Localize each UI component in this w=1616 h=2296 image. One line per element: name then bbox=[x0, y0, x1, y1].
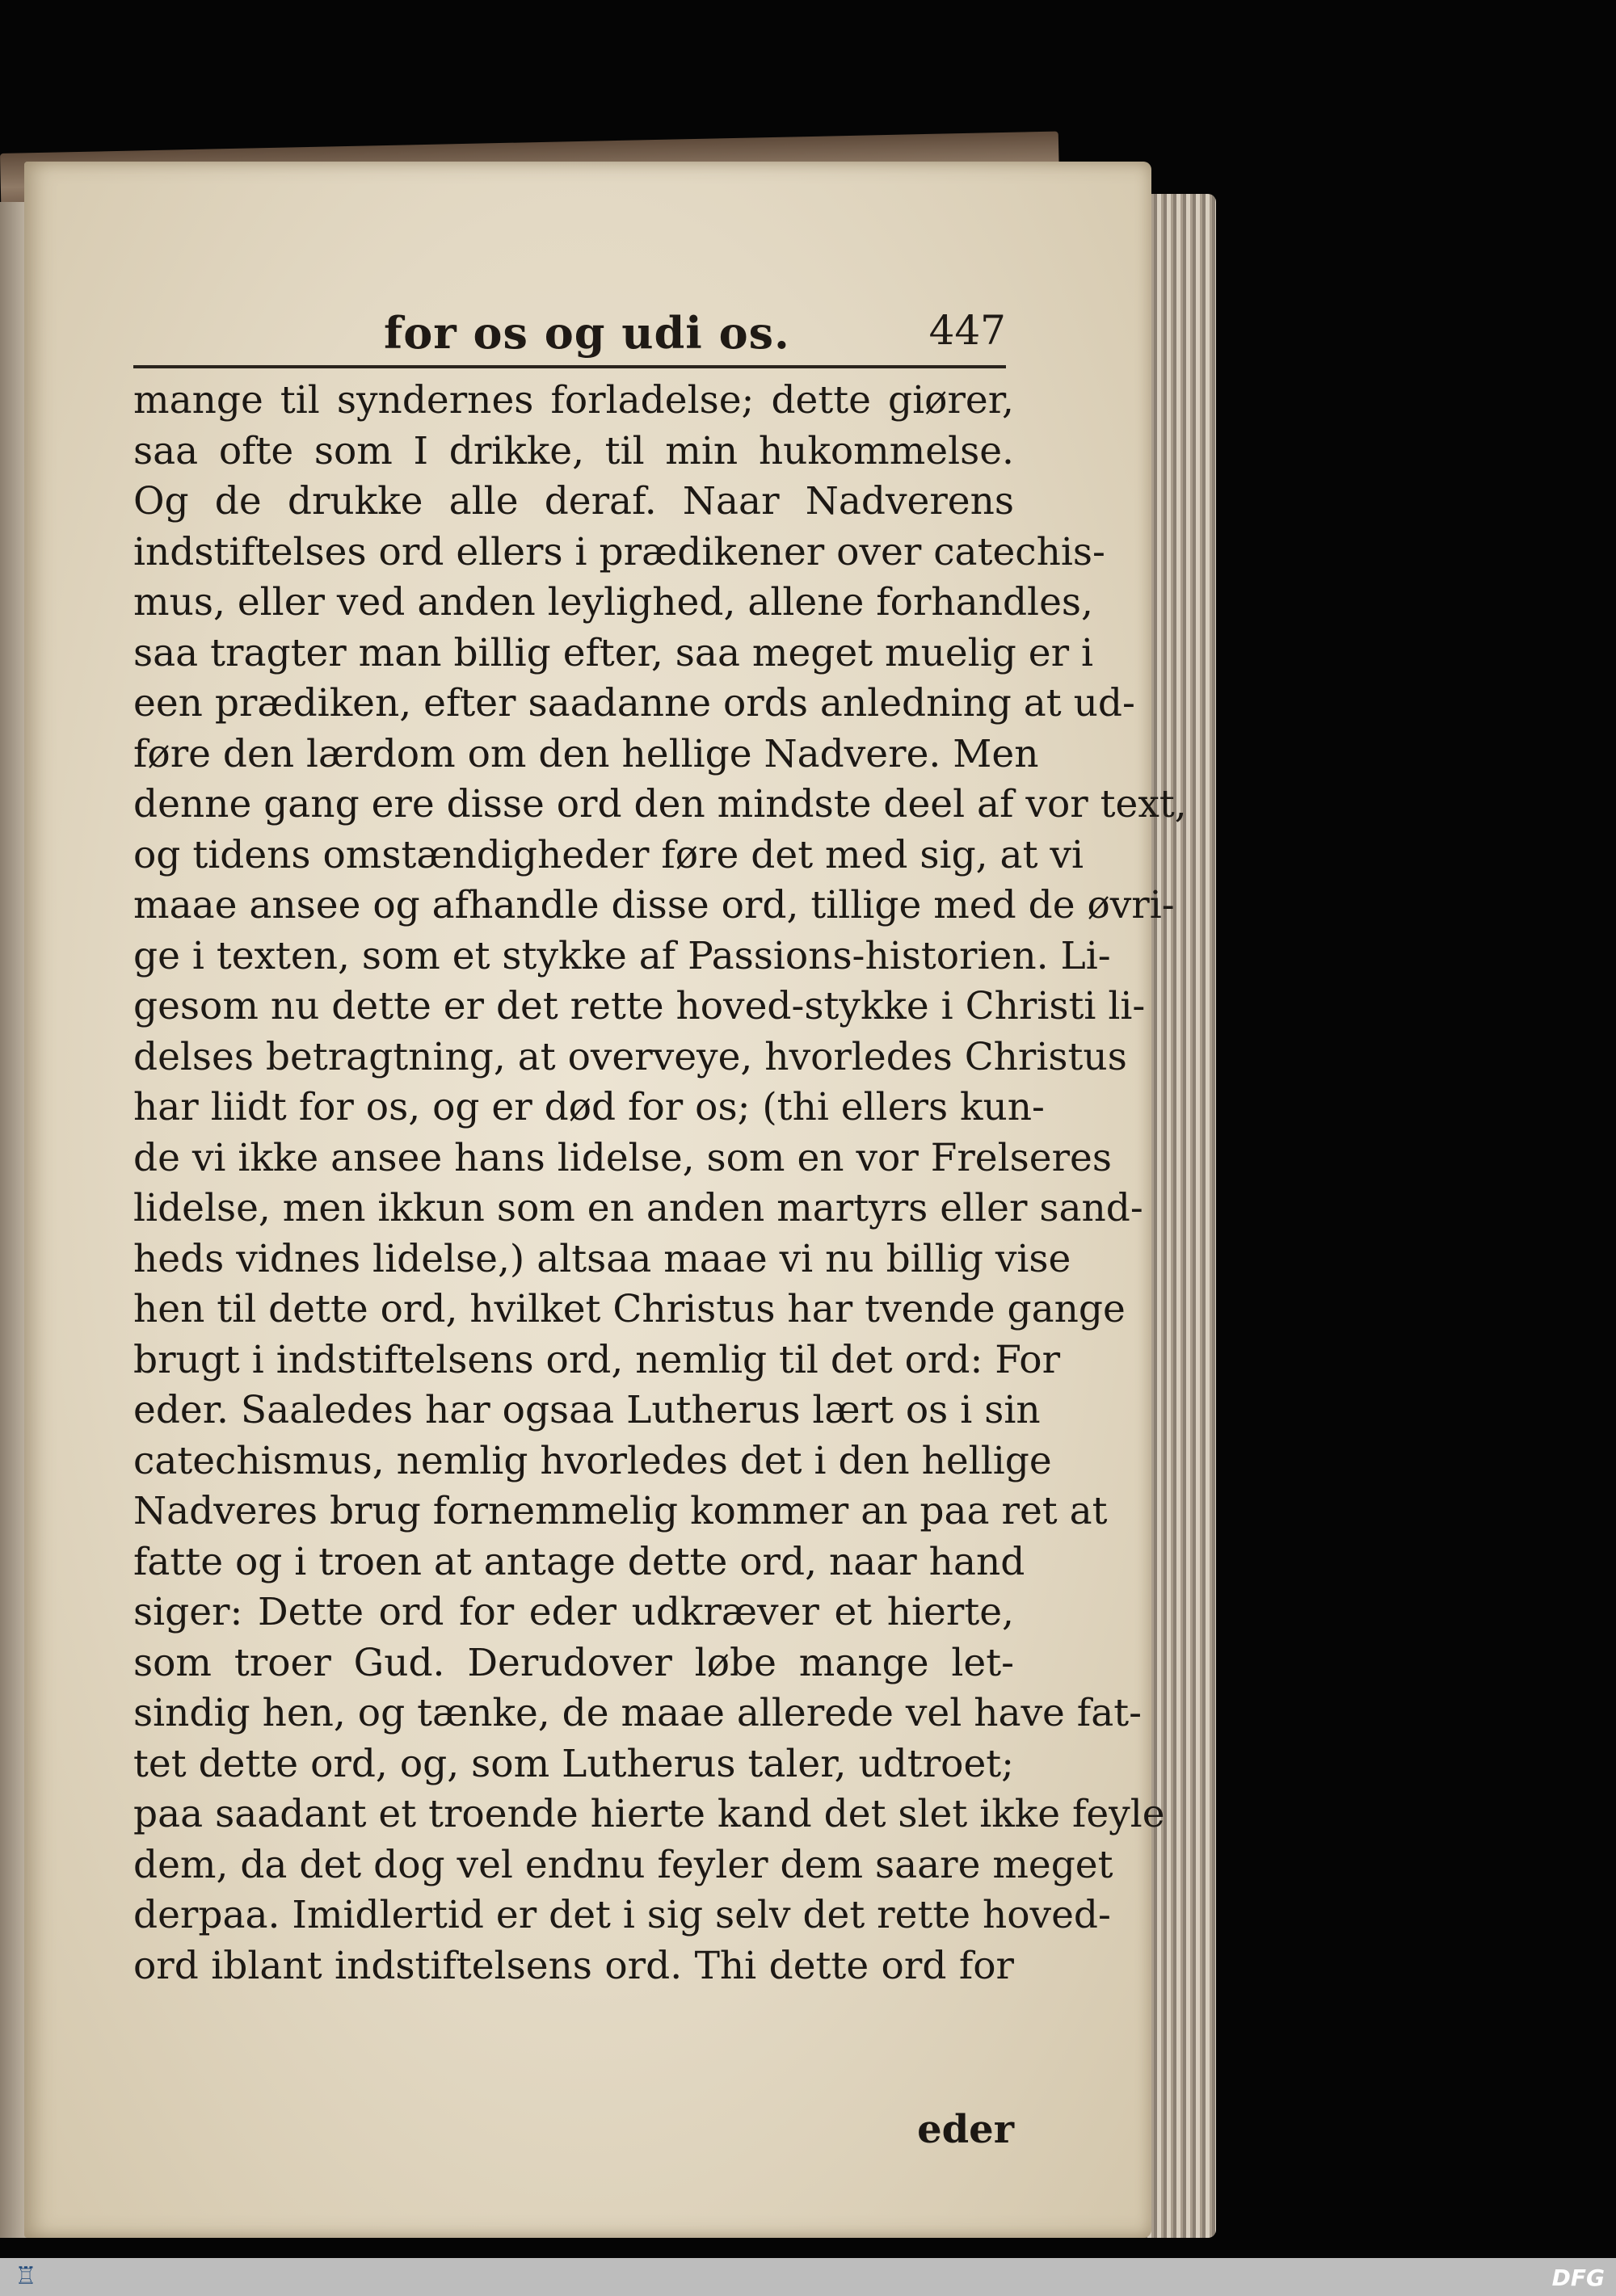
text-line: har liidt for os, og er død for os; (thi ellers kun- bbox=[133, 1085, 1045, 1129]
library-logo-icon: ♖ bbox=[15, 2262, 37, 2290]
catchword: eder bbox=[917, 2107, 1014, 2152]
text-line: saa tragter man billig efter, saa meget muelig er i bbox=[133, 630, 1094, 675]
text-line: Nadveres brug fornemmelig kommer an paa ret at bbox=[133, 1489, 1108, 1533]
text-line: maae ansee og afhandle disse ord, tillige med de øvri- bbox=[133, 883, 1175, 927]
text-line: Og de drukke alle deraf. Naar Nadverens bbox=[133, 479, 1014, 524]
text-line: gesom nu dette er det rette hoved-stykke i Christi li- bbox=[133, 984, 1146, 1028]
text-line: eder. Saaledes har ogsaa Lutherus lært os i sin bbox=[133, 1388, 1041, 1432]
text-line: denne gang ere disse ord den mindste deel af vor text, bbox=[133, 782, 1187, 826]
text-line: brugt i indstiftelsens ord, nemlig til det ord: For bbox=[133, 1337, 1061, 1382]
page-header bbox=[133, 307, 1006, 372]
text-line: lidelse, men ikkun som en anden martyrs eller sand- bbox=[133, 1186, 1143, 1230]
text-line: hen til dette ord, hvilket Christus har tvende gange bbox=[133, 1287, 1126, 1331]
text-line: dem, da det dog vel endnu feyler dem saare meget bbox=[133, 1842, 1113, 1887]
text-line: fatte og i troen at antage dette ord, naar hand bbox=[133, 1539, 1025, 1584]
text-line: indstiftelses ord ellers i prædikener over catechis- bbox=[133, 529, 1105, 574]
viewer-footer-bar bbox=[0, 2258, 1616, 2296]
text-line: een prædiken, efter saadanne ords anledning at ud- bbox=[133, 681, 1135, 725]
text-line: som troer Gud. Derudover løbe mange let- bbox=[133, 1640, 1014, 1685]
text-line: catechismus, nemlig hvorledes det i den hellige bbox=[133, 1438, 1052, 1483]
body-text bbox=[133, 376, 1187, 2152]
text-line: saa ofte som I drikke, til min hukommelse. bbox=[133, 428, 1014, 473]
text-line: tet dette ord, og, som Lutherus taler, udtroet; bbox=[133, 1741, 1014, 1786]
text-line: ge i texten, som et stykke af Passions-historien. Li- bbox=[133, 933, 1111, 978]
text-line: delses betragtning, at overveye, hvorledes Christus bbox=[133, 1034, 1127, 1079]
text-line: sindig hen, og tænke, de maae allerede vel have fat- bbox=[133, 1691, 1142, 1735]
text-line: de vi ikke ansee hans lidelse, som en vor Frelseres bbox=[133, 1135, 1112, 1180]
text-line: siger: Dette ord for eder udkræver et hierte, bbox=[133, 1590, 1014, 1634]
book-page bbox=[24, 162, 1187, 2238]
running-title: for os og udi os. bbox=[384, 307, 790, 359]
dfg-logo: DFG bbox=[1551, 2264, 1605, 2291]
page-number: 447 bbox=[928, 307, 1006, 354]
text-line: mange til syndernes forladelse; dette giører, bbox=[133, 378, 1014, 423]
header-rule bbox=[133, 365, 1006, 368]
text-line: derpaa. Imidlertid er det i sig selv det rette hoved- bbox=[133, 1893, 1111, 1937]
text-line: og tidens omstændigheder føre det med sig, at vi bbox=[133, 832, 1084, 877]
book bbox=[0, 129, 1228, 2197]
text-line: mus, eller ved anden leylighed, allene forhandles, bbox=[133, 580, 1093, 624]
text-line: ord iblant indstiftelsens ord. Thi dette ord for bbox=[133, 1943, 1014, 1988]
text-line: heds vidnes lidelse,) altsaa maae vi nu billig vise bbox=[133, 1236, 1071, 1281]
text-line: føre den lærdom om den hellige Nadvere. Men bbox=[133, 731, 1039, 776]
text-line: paa saadant et troende hierte kand det slet ikke feyle bbox=[133, 1792, 1165, 1836]
